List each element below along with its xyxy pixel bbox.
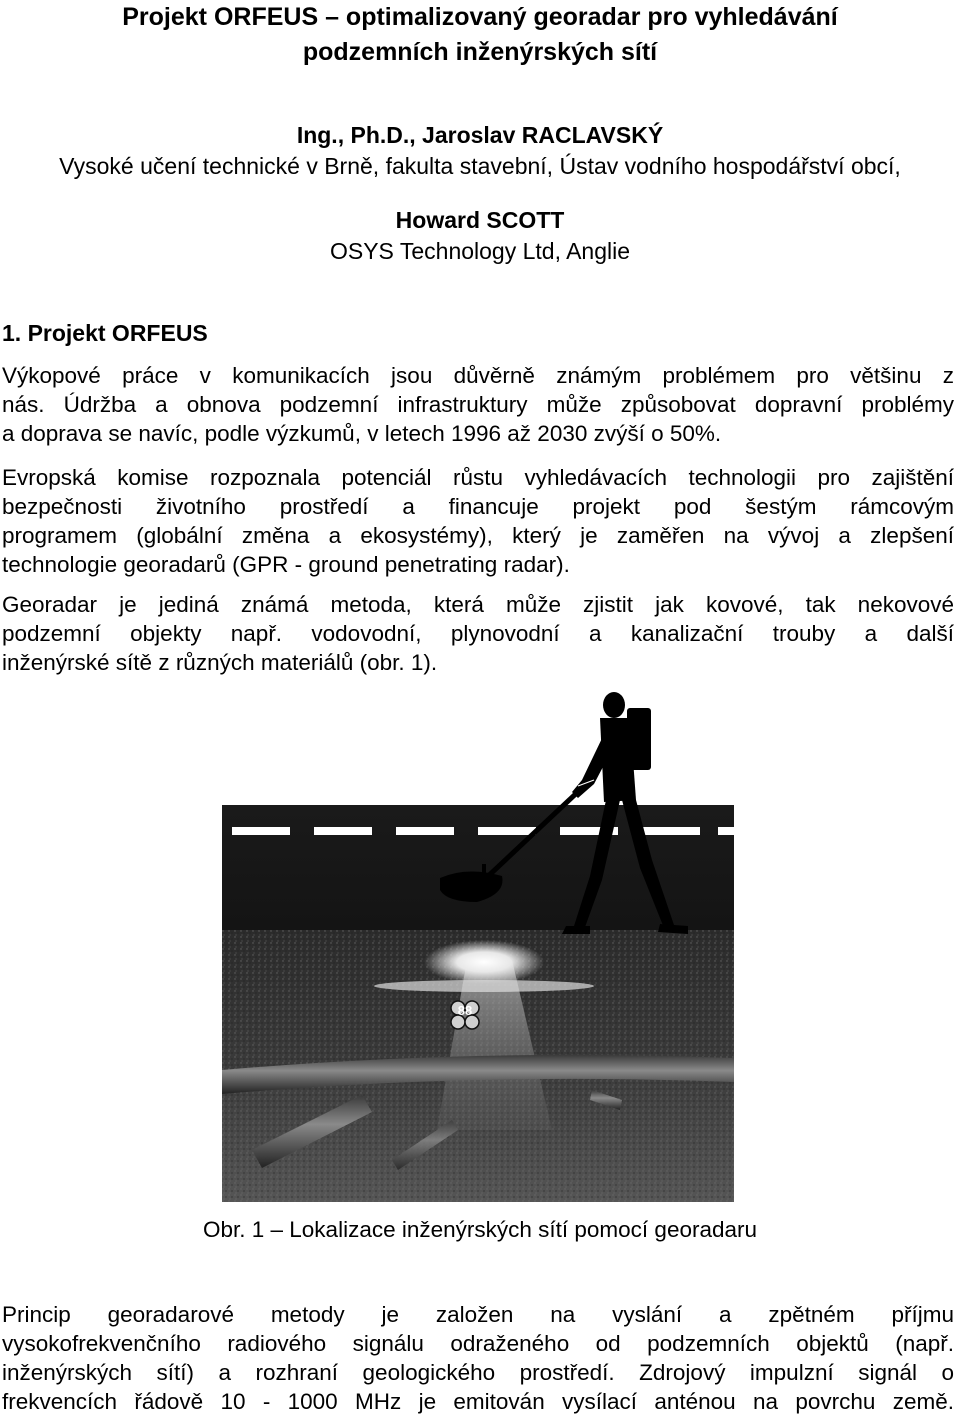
- road-surface: [222, 805, 734, 930]
- figure-gpr-illustration: [222, 690, 734, 1202]
- author-block-2: [0, 205, 960, 267]
- author-name: Ing., Ph.D., Jaroslav RACLAVSKÝ: [296, 122, 664, 148]
- author-affiliation: Vysoké učení technické v Brně, fakulta stavební, Ústav vodního hospodářství obcí,: [59, 153, 901, 179]
- paragraph-line: bezpečnosti životního prostředí a financuje projekt pod šestým rámcovým: [2, 494, 954, 519]
- paragraph-line: nás. Údržba a obnova podzemní infrastruktury může způsobovat dopravní problémy: [2, 392, 954, 417]
- paragraph-line: technologie georadarů (GPR - ground penetrating radar).: [2, 552, 570, 577]
- paragraph-1: [2, 361, 954, 448]
- radar-glow: [424, 940, 544, 984]
- paragraph-2: [2, 463, 954, 579]
- gpr-illustration: [222, 690, 734, 1202]
- figure-caption: Obr. 1 – Lokalizace inženýrských sítí pomocí georadaru: [202, 1217, 758, 1242]
- title-line-2: podzemních inženýrských sítí: [302, 38, 658, 66]
- paragraph-line: Princip georadarové metody je založen na vyslání a zpětném příjmu: [2, 1302, 954, 1327]
- title-line-1: Projekt ORFEUS – optimalizovaný georadar pro vyhledávání: [122, 3, 838, 31]
- paragraph-line: a doprava se navíc, podle výzkumů, v letech 1996 až 2030 zvýší o 50%.: [2, 421, 722, 446]
- author-block-1: [0, 120, 960, 182]
- paragraph-line: Georadar je jediná známá metoda, která může zjistit jak kovové, tak nekovové: [2, 592, 954, 617]
- author-name: Howard SCOTT: [395, 207, 565, 233]
- paragraph-4: [2, 1300, 954, 1416]
- paragraph-line: programem (globální změna a ekosystémy), který je zaměřen na vývoj a zlepšení: [2, 523, 954, 548]
- paragraph-line: frekvencích řádově 10 - 1000 MHz je emitován vysílací anténou na povrchu země.: [2, 1389, 954, 1414]
- author-affiliation: OSYS Technology Ltd, Anglie: [329, 238, 631, 264]
- paragraph-line: vysokofrekvenčního radiového signálu odraženého od podzemních objektů (např.: [2, 1331, 954, 1356]
- paragraph-line: Evropská komise rozpoznala potenciál růstu vyhledávacích technologii pro zajištění: [2, 465, 954, 490]
- paragraph-line: Výkopové práce v komunikacích jsou důvěrně známým problémem pro většinu z: [2, 363, 954, 388]
- paragraph-line: inženýrských sítí) a rozhraní geologického prostředí. Zdrojový impulzní signál o: [2, 1360, 954, 1385]
- pipe-label: 88: [457, 1003, 473, 1018]
- document-title: [0, 0, 960, 70]
- paragraph-line: podzemní objekty např. vodovodní, plynovodní a kanalizační trouby a další: [2, 621, 954, 646]
- paragraph-line: inženýrské sítě z různých materiálů (obr. 1).: [2, 650, 438, 675]
- section-heading: 1. Projekt ORFEUS: [2, 320, 208, 346]
- paragraph-3: [2, 590, 954, 677]
